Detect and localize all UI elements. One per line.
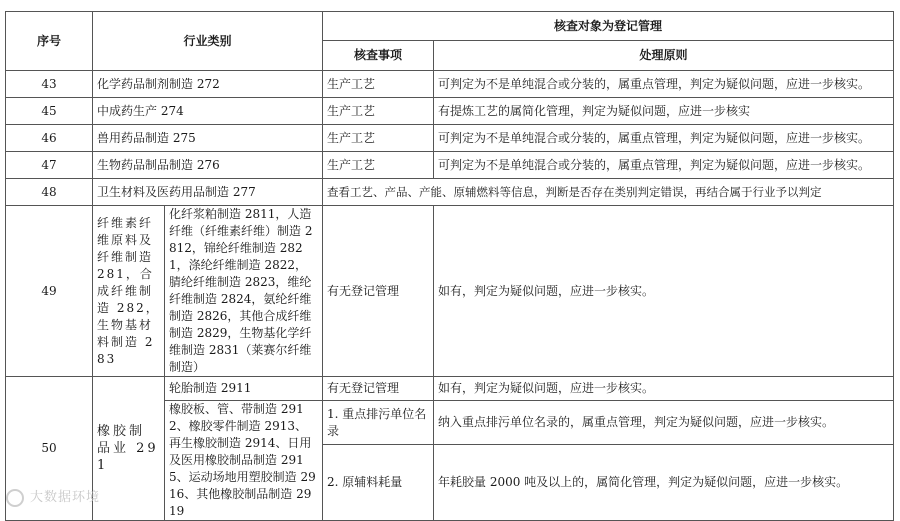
row-industry: 生物药品制品制造 276 <box>93 152 323 179</box>
watermark-text: 大数据环境 <box>30 490 101 505</box>
row-item: 生产工艺 <box>323 98 434 125</box>
header-principle: 处理原则 <box>434 41 894 71</box>
table-row <box>6 152 894 179</box>
row-principle: 如有，判定为疑似问题，应进一步核实。 <box>434 206 894 377</box>
row-industry: 化学药品制剂制造 272 <box>93 71 323 98</box>
table-row <box>6 98 894 125</box>
row-principle: 可判定为不是单纯混合或分装的，属重点管理，判定为疑似问题，应进一步核实。 <box>434 152 894 179</box>
row-item: 生产工艺 <box>323 125 434 152</box>
row-industry: 橡胶制品业 291 <box>93 377 165 521</box>
row-subcategory: 化纤浆粕制造 2811，人造纤维（纤维素纤维）制造 2812，锦纶纤维制造 2821，涤纶纤维制造 2822，腈纶纤维制造 2823，维纶纤维制造 2824，氨纶纤维制造 2826，其他合成纤维制造 2829，生物基化学纤维制造 2831（莱赛尔纤维制造） <box>165 206 323 377</box>
row-subcategory: 橡胶板、管、带制造 2912、橡胶零件制造 2913、再生橡胶制造 2914、日用及医用橡胶制品制造 2915、运动场地用塑胶制造 2916、其他橡胶制品制造 2919 <box>165 401 323 521</box>
row-seq: 48 <box>6 179 93 206</box>
row-industry: 兽用药品制造 275 <box>93 125 323 152</box>
row-principle: 年耗胶量 2000 吨及以上的，属简化管理，判定为疑似问题，应进一步核实。 <box>434 445 894 521</box>
row-seq: 49 <box>6 206 93 377</box>
row-industry: 纤维素纤维原料及纤维制造 281，合成纤维制造 282，生物基材料制造 283 <box>93 206 165 377</box>
row-principle: 可判定为不是单纯混合或分装的，属重点管理，判定为疑似问题，应进一步核实。 <box>434 125 894 152</box>
header-group: 核查对象为登记管理 <box>323 12 894 41</box>
inspection-table <box>5 11 894 521</box>
table-row <box>6 179 894 206</box>
row-item: 生产工艺 <box>323 152 434 179</box>
row-seq: 50 <box>6 377 93 521</box>
table-row <box>6 206 894 377</box>
row-seq: 47 <box>6 152 93 179</box>
row-seq: 43 <box>6 71 93 98</box>
row-principle: 纳入重点排污单位名录的，属重点管理，判定为疑似问题，应进一步核实。 <box>434 401 894 445</box>
row-item: 1. 重点排污单位名录 <box>323 401 434 445</box>
row-item: 2. 原辅料耗量 <box>323 445 434 521</box>
row-industry: 中成药生产 274 <box>93 98 323 125</box>
row-item: 有无登记管理 <box>323 377 434 401</box>
row-principle: 如有，判定为疑似问题，应进一步核实。 <box>434 377 894 401</box>
row-principle: 可判定为不是单纯混合或分装的，属重点管理，判定为疑似问题，应进一步核实。 <box>434 71 894 98</box>
row-seq: 45 <box>6 98 93 125</box>
table-row <box>6 71 894 98</box>
row-principle: 查看工艺、产品、产能、原辅燃料等信息，判断是否存在类别判定错误，再结合属于行业予以判定 <box>323 179 894 206</box>
row-item: 生产工艺 <box>323 71 434 98</box>
table-row <box>6 125 894 152</box>
watermark-logo-icon <box>6 489 24 507</box>
row-seq: 46 <box>6 125 93 152</box>
header-seq: 序号 <box>6 12 93 71</box>
row-principle: 有提炼工艺的属简化管理，判定为疑似问题，应进一步核实 <box>434 98 894 125</box>
row-item: 有无登记管理 <box>323 206 434 377</box>
header-industry: 行业类别 <box>93 12 323 71</box>
row-subcategory: 轮胎制造 2911 <box>165 377 323 401</box>
table-row <box>6 377 894 401</box>
header-item: 核查事项 <box>323 41 434 71</box>
row-industry: 卫生材料及医药用品制造 277 <box>93 179 323 206</box>
watermark <box>6 486 100 507</box>
